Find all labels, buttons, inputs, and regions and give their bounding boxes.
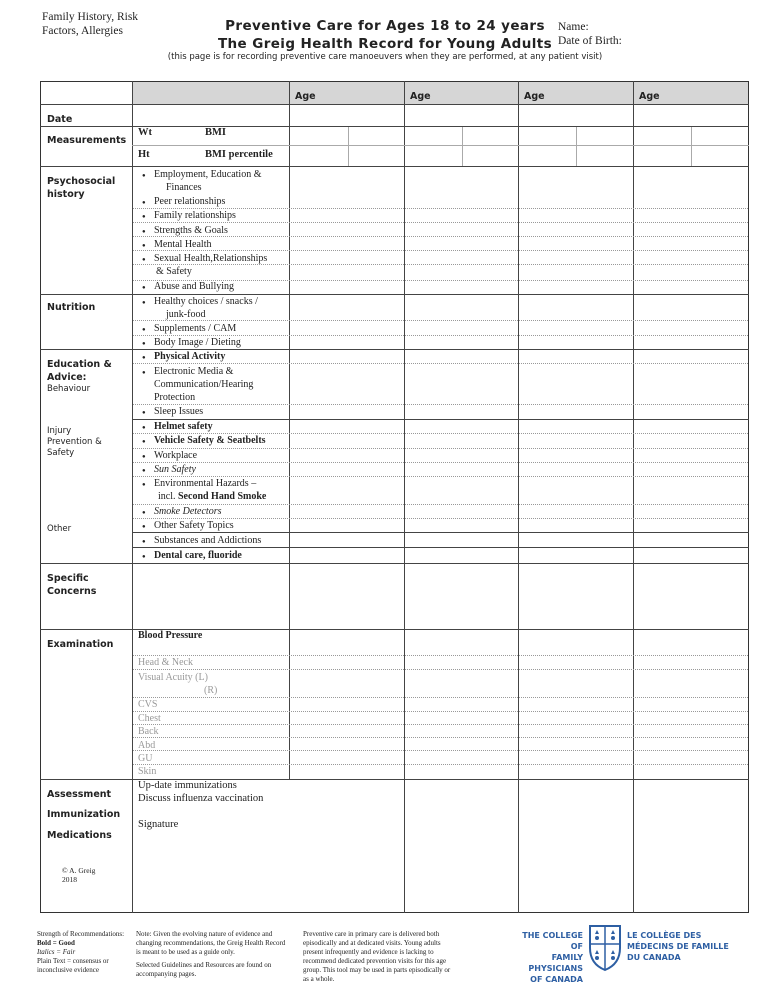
psychosocial-line2: history — [47, 189, 85, 200]
dob-label: Date of Birth: — [558, 35, 622, 47]
strength-title: Strength of Recommendations: — [37, 930, 125, 938]
item-abuse — [142, 280, 234, 293]
item-electronic-line3: Protection — [154, 392, 196, 403]
item-physical-activity-text: ● Physical Activity — [154, 351, 226, 362]
item-body-image — [142, 336, 241, 349]
measurements-label: Measurements — [47, 135, 127, 146]
prev-line5: group. This tool may be used in parts episodically or — [303, 966, 451, 974]
item-other-safety-text: ● Other Safety Topics — [154, 520, 234, 531]
specific-concerns-label — [47, 572, 96, 598]
injury-line1: Injury — [47, 426, 72, 436]
exam-head-neck: Head & Neck — [138, 657, 193, 668]
item-mental-health-text: ● Mental Health — [154, 239, 212, 250]
medications-label: Medications — [47, 830, 112, 841]
footer-note — [136, 930, 302, 979]
exam-visual-acuity-left: Visual Acuity (L) — [138, 672, 208, 683]
education-line2: Advice: — [47, 372, 87, 383]
legend-italics: Italics = Fair — [37, 948, 76, 956]
item-peer-text: ● Peer relationships — [154, 196, 226, 207]
legend-plain-1: Plain Text = consensus or — [37, 957, 109, 965]
legend-bold: Bold = Good — [37, 939, 75, 947]
item-healthy-choices-line2: junk-food — [166, 309, 206, 320]
item-employment — [142, 168, 261, 194]
specific-line1: Specific — [47, 573, 89, 584]
prev-line4: recommend dedicated prevention visits for this age — [303, 957, 447, 965]
copyright-line1: © A. Greig — [62, 866, 96, 875]
exam-back: Back — [138, 726, 159, 737]
logo-en-line1: THE COLLEGE OF — [522, 931, 583, 951]
logo-fr-line2: MÉDECINS DE FAMILLE — [627, 942, 729, 951]
patient-info — [558, 20, 622, 48]
item-healthy-choices-line1: ● Healthy choices / snacks / — [154, 296, 258, 307]
item-family-text: ● Family relationships — [154, 210, 236, 221]
behaviour-label: Behaviour — [47, 384, 91, 394]
education-label — [47, 358, 112, 384]
family-history-line2: Factors, Allergies — [42, 25, 123, 37]
assessment-label: Assessment — [47, 789, 112, 800]
education-line1: Education & — [47, 359, 112, 370]
exam-gu: GU — [138, 753, 153, 764]
title-line2: The Greig Health Record for Young Adults — [217, 36, 553, 52]
item-smoke-detectors-text: ● Smoke Detectors — [154, 506, 222, 517]
blood-pressure-label: Blood Pressure — [138, 630, 203, 641]
psychosocial-line1: Psychosocial — [47, 176, 116, 187]
item-sexual-health-line1: ● Sexual Health,Relationships — [154, 253, 268, 264]
item-healthy-choices — [142, 295, 258, 321]
age-header-3: Age — [524, 91, 545, 102]
signature-label: Signature — [138, 819, 179, 830]
item-sleep — [142, 405, 203, 418]
item-sun-safety-text: ● Sun Safety — [154, 464, 196, 475]
item-electronic-media — [142, 365, 253, 404]
immunization-label: Immunization — [47, 809, 121, 820]
ht-label: Ht — [138, 149, 150, 160]
exam-chest: Chest — [138, 713, 161, 724]
page-title — [200, 17, 570, 53]
exam-skin: Skin — [138, 766, 157, 777]
exam-cvs: CVS — [138, 699, 158, 710]
item-workplace-text: ● Workplace — [154, 450, 198, 461]
other-label: Other — [47, 524, 72, 534]
prev-line2: episodically and at dedicated visits. Young adults — [303, 939, 441, 947]
item-environmental-incl: incl. — [158, 491, 178, 502]
item-body-image-text: ● Body Image / Dieting — [154, 337, 241, 348]
item-mental-health — [142, 238, 211, 251]
note-line2: changing recommendations, the Greig Health Record — [136, 939, 286, 947]
update-immunizations: Up-date immunizations — [138, 780, 237, 791]
cfpc-crest-icon — [587, 922, 623, 972]
bmi-label: BMI — [205, 127, 226, 138]
bmi-percentile-label: BMI percentile — [205, 149, 273, 160]
item-vehicle — [142, 434, 266, 447]
note-line3: is meant to be used as a guide only. — [136, 948, 235, 956]
item-sun-safety — [142, 463, 196, 476]
family-history-line1: Family History, Risk — [42, 11, 139, 23]
item-employment-line1: ● Employment, Education & — [154, 169, 262, 180]
exam-abd: Abd — [138, 740, 156, 751]
item-vehicle-text: ● Vehicle Safety & Seatbelts — [154, 435, 266, 446]
cfpc-logo-french — [627, 930, 729, 963]
item-substances — [142, 534, 261, 547]
injury-line2: Prevention & — [47, 437, 102, 447]
item-employment-line2: Finances — [166, 182, 202, 193]
title-line1: Preventive Care for Ages 18 to 24 years — [225, 18, 545, 34]
item-electronic-line1: ● Electronic Media & — [154, 366, 234, 377]
item-strengths — [142, 224, 228, 237]
item-dental-text: ● Dental care, fluoride — [154, 550, 242, 561]
item-smoke-detectors — [142, 505, 221, 518]
item-abuse-text: ● Abuse and Bullying — [154, 281, 234, 292]
discuss-influenza: Discuss influenza vaccination — [138, 793, 264, 804]
item-sexual-health — [142, 252, 267, 278]
prev-line6: as a whole. — [303, 975, 335, 983]
prev-line1: Preventive care in primary care is delivered both — [303, 930, 440, 938]
item-sleep-text: ● Sleep Issues — [154, 406, 204, 417]
wt-label: Wt — [138, 127, 152, 138]
item-second-hand-smoke: Second Hand Smoke — [178, 491, 267, 502]
item-helmet-text: ● Helmet safety — [154, 421, 213, 432]
name-label: Name: — [558, 21, 589, 33]
strength-legend — [37, 930, 135, 975]
specific-line2: Concerns — [47, 586, 97, 597]
footer-preventive — [303, 930, 473, 984]
logo-en-line2: FAMILY PHYSICIANS — [528, 953, 583, 973]
injury-prevention-label — [47, 426, 102, 459]
logo-fr-line3: DU CANADA — [627, 953, 681, 962]
cfpc-logo-english — [515, 930, 583, 985]
item-substances-text: ● Substances and Addictions — [154, 535, 262, 546]
exam-visual-acuity-right: (R) — [204, 685, 218, 696]
item-helmet — [142, 420, 213, 433]
item-workplace — [142, 449, 197, 462]
note-line4: Selected Guidelines and Resources are found on — [136, 961, 272, 969]
item-other-safety — [142, 519, 234, 532]
copyright — [62, 866, 95, 884]
note-line5: accompanying pages. — [136, 970, 197, 978]
note-line1: Note: Given the evolving nature of evidence and — [136, 930, 273, 938]
logo-fr-line1: LE COLLÈGE DES — [627, 931, 702, 940]
injury-line3: Safety — [47, 448, 75, 458]
prev-line3: present infrequently and evidence is lacking to — [303, 948, 434, 956]
logo-en-line3: OF CANADA — [530, 975, 583, 984]
family-history-label — [42, 10, 138, 38]
item-electronic-line2: Communication/Hearing — [154, 379, 254, 390]
item-environmental — [142, 477, 266, 503]
item-strengths-text: ● Strengths & Goals — [154, 225, 228, 236]
psychosocial-label — [47, 175, 115, 201]
nutrition-label: Nutrition — [47, 302, 96, 313]
item-physical-activity — [142, 350, 225, 363]
item-environmental-line1: ● Environmental Hazards – — [154, 478, 257, 489]
item-sexual-health-line2: & Safety — [156, 266, 192, 277]
item-dental — [142, 549, 242, 562]
legend-plain-2: inconclusive evidence — [37, 966, 100, 974]
age-header-2: Age — [410, 91, 431, 102]
item-peer — [142, 195, 225, 208]
examination-label: Examination — [47, 639, 114, 650]
item-supplements-text: ● Supplements / CAM — [154, 323, 237, 334]
date-label: Date — [47, 114, 73, 125]
page-subtitle: (this page is for recording preventive care manoeuvers when they are performed, at any patient visit) — [167, 52, 603, 62]
copyright-line2: 2018 — [62, 875, 77, 884]
age-header-1: Age — [295, 91, 316, 102]
item-supplements — [142, 322, 236, 335]
age-header-4: Age — [639, 91, 660, 102]
item-family — [142, 209, 236, 222]
